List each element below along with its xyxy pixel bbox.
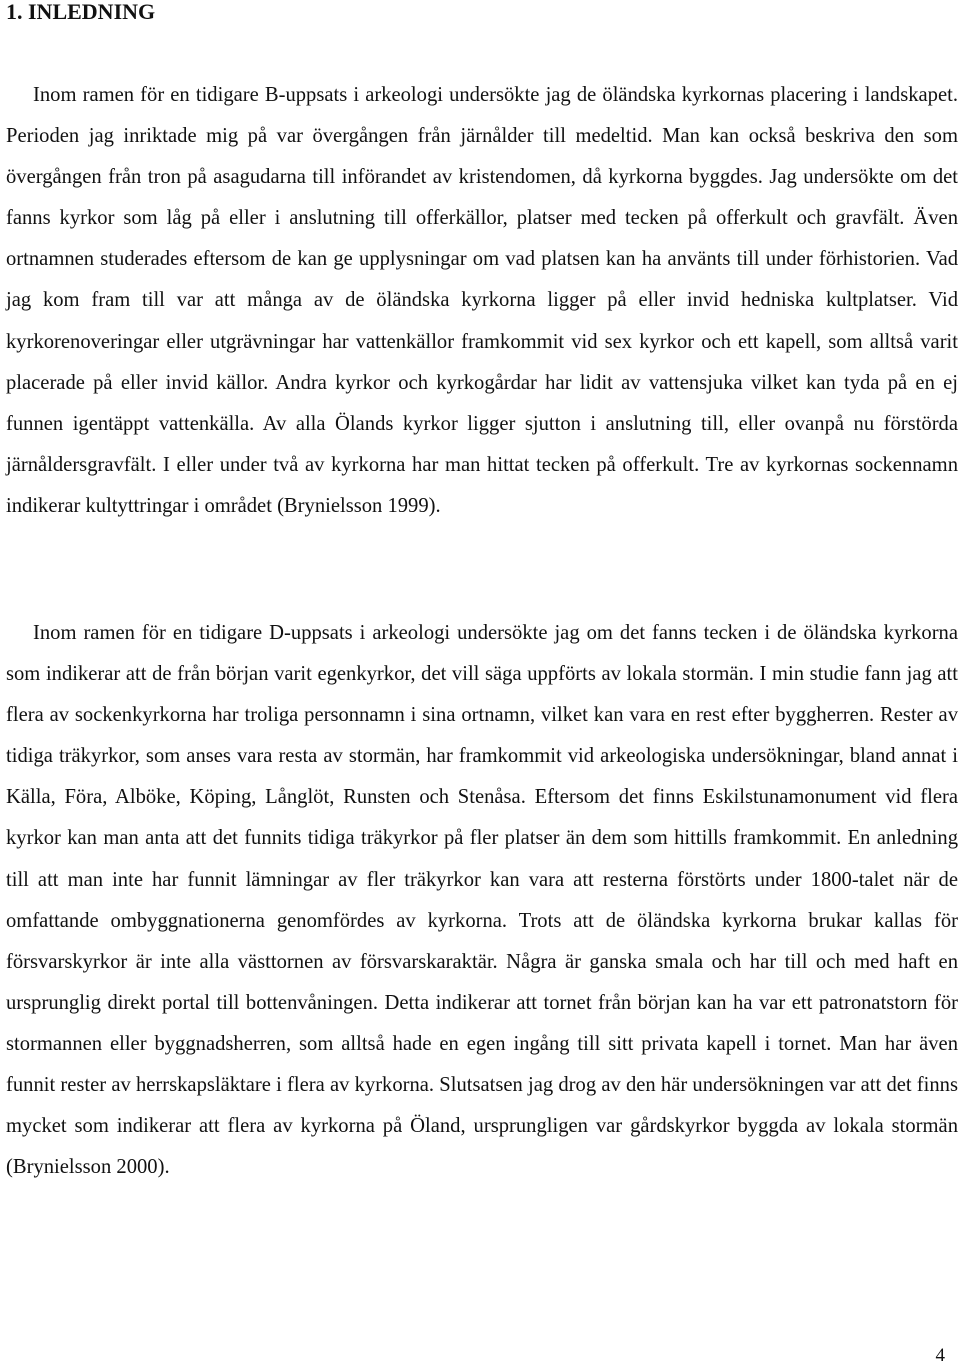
paragraph-1: Inom ramen för en tidigare B-uppsats i arkeologi undersökte jag de öländska kyrkornas placering i landskapet. Perioden jag inriktade mig på var övergången från järnålder till medeltid. Man kan också beskriva den som övergången från tron på asagudarna till införandet av kristendomen, då kyrkorna byggdes. Jag undersökte om det fanns kyrkor som låg på eller i anslutning till offerkällor, platser med tecken på offerkult och gravfält. Även ortnamnen studerades eftersom de kan ge upplysningar om vad platsen kan ha använts till under förhistorien. Vad jag kom fram till var att många av de öländska kyrkorna ligger på eller invid hedniska kultplatser. Vid kyrkorenoveringar eller utgrävningar har vattenkällor framkommit vid sex kyrkor och ett kapell, som alltså varit placerade på eller invid källor. Andra kyrkor och kyrkogårdar har lidit av vattensjuka vilket kan tyda på en ej funnen igentäppt vattenkälla. Av alla Ölands kyrkor ligger sjutton i anslutning till, eller ovanpå nu förstörda järnåldersgravfält. I eller under två av kyrkorna har man hittat tecken på offerkult. Tre av kyrkornas sockennamn indikerar kultyttringar i området (Brynielsson 1999). — [6, 84, 958, 517]
page-number: 4 — [935, 1345, 945, 1366]
section-heading: 1. INLEDNING — [6, 0, 156, 24]
paragraph-2: Inom ramen för en tidigare D-uppsats i arkeologi undersökte jag om det fanns tecken i de öländska kyrkorna som indikerar att de från början varit egenkyrkor, det vill säga uppförts av lokala stormän. I min studie fann jag att flera av sockenkyrkorna har troliga personnamn i sina ortnamn, vilket kan vara en rest efter byggherren. Rester av tidiga träkyrkor, som anses vara resta av stormän, har framkommit vid arkeologiska undersökningar, bland annat i Källa, Föra, Alböke, Köping, Långlöt, Runsten och Stenåsa. Eftersom det finns Eskilstunamonument vid flera kyrkor kan man anta att det funnits tidiga träkyrkor på fler platser än dem som hittills framkommit. En anledning till att man inte har funnit lämningar av fler träkyrkor kan vara att resterna förstörts under 1800-talet när de omfattande ombyggnationerna genomfördes av kyrkorna. Trots att de öländska kyrkorna brukar kallas för försvarskyrkor är inte alla västtornen av försvarskaraktär. Några är ganska smala och har till och med haft en ursprunglig direkt portal till bottenvåningen. Detta indikerar att tornet från början kan ha var ett patronatstorn för stormannen eller byggnadsherren, som alltså hade en egen ingång till sitt privata kapell i tornet. Man har även funnit rester av herrskapsläktare i flera av kyrkorna. Slutsatsen jag drog av den här undersökningen var att det finns mycket som indikerar att flera av kyrkorna på Öland, ursprungligen var gårdskyrkor byggda av lokala stormän (Brynielsson 2000). — [6, 622, 958, 1179]
